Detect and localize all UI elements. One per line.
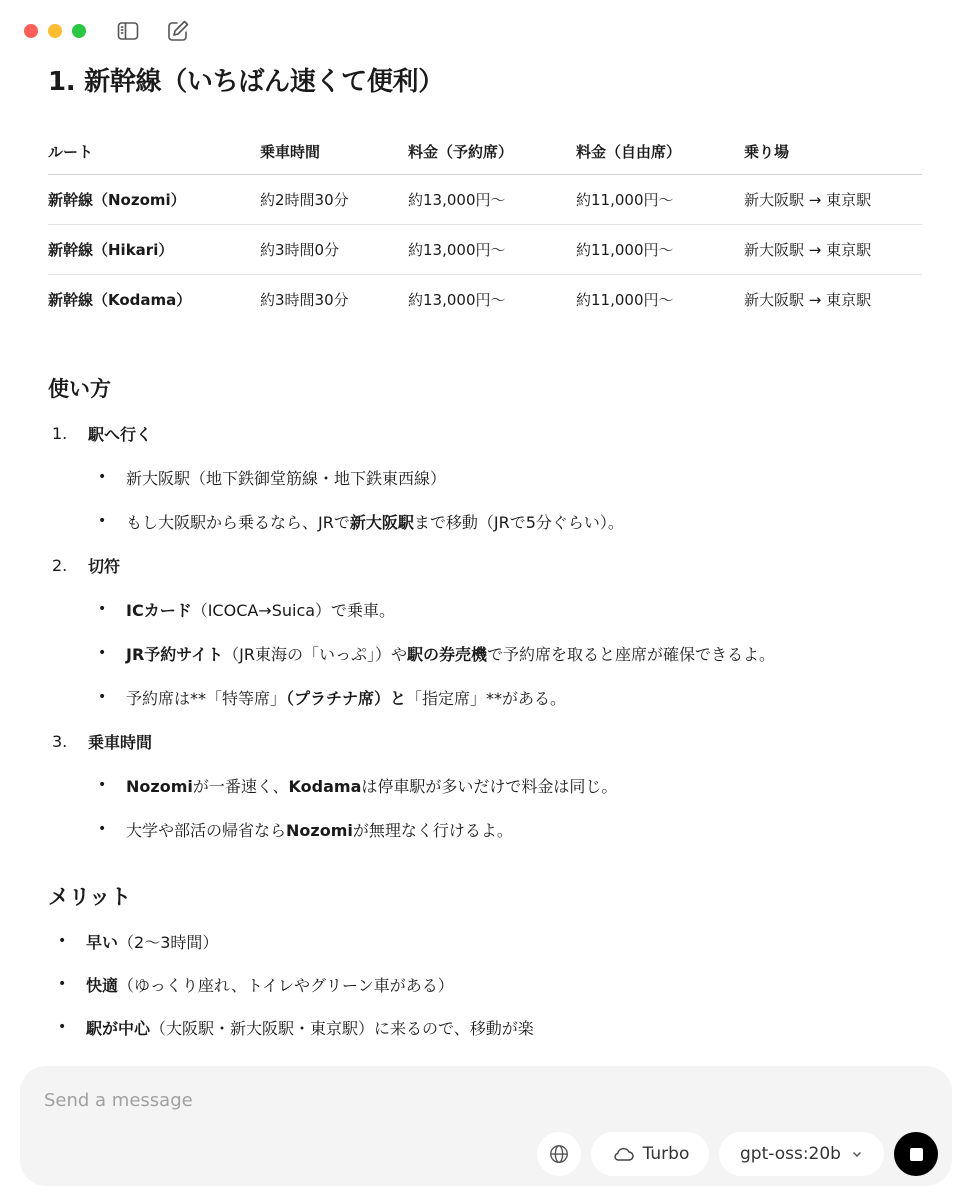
list-item xyxy=(48,971,924,997)
bullet-icon: • xyxy=(58,976,67,992)
bold-text: （プラチナ席）と xyxy=(286,688,407,708)
bullet-icon: • xyxy=(98,821,107,837)
table-row xyxy=(48,224,922,274)
usage-steps-list xyxy=(48,420,924,842)
step-number: 1. xyxy=(52,423,68,443)
text-segment: 予約席は**「特等席」 xyxy=(126,688,287,708)
list-item-text xyxy=(86,973,454,996)
text-segment: が無理なく行けるよ。 xyxy=(352,820,513,840)
list-item xyxy=(48,508,924,534)
table-cell: 約13,000円〜 xyxy=(408,174,576,224)
bullet-icon: • xyxy=(98,601,107,617)
text-segment: 大学や部活の帰省なら xyxy=(126,820,287,840)
list-item xyxy=(48,464,924,490)
shinkansen-table xyxy=(48,130,922,324)
bold-text: 駅が中心 xyxy=(86,1018,151,1038)
bold-text: 新大阪駅 xyxy=(349,512,414,532)
bold-text: Nozomi xyxy=(126,776,193,796)
table-cell: 新大阪駅 → 東京駅 xyxy=(744,224,922,274)
close-window-button[interactable] xyxy=(24,24,38,38)
step-bullets xyxy=(48,772,924,842)
table-cell: 約13,000円〜 xyxy=(408,224,576,274)
text-segment: 「指定席」**がある。 xyxy=(406,688,567,708)
bullet-icon: • xyxy=(98,513,107,529)
bold-text: JR予約サイト xyxy=(126,644,224,664)
text-segment: （ICOCA→Suica）で乗車。 xyxy=(191,600,396,620)
list-item-text xyxy=(126,818,513,841)
stop-button[interactable] xyxy=(894,1132,938,1176)
bold-text: ICカード xyxy=(126,600,192,620)
column-header: ルート xyxy=(48,130,260,174)
table-cell: 新大阪駅 → 東京駅 xyxy=(744,174,922,224)
text-segment: は停車駅が多いだけで料金は同じ。 xyxy=(361,776,618,796)
column-header: 乗車時間 xyxy=(260,130,408,174)
table-cell: 約11,000円〜 xyxy=(576,174,744,224)
usage-heading: 使い方 xyxy=(48,377,111,401)
chevron-down-icon xyxy=(851,1148,863,1160)
bold-text: 駅の券売機 xyxy=(407,644,488,664)
message-content xyxy=(48,62,924,1058)
list-item xyxy=(48,928,924,954)
bold-text: Nozomi xyxy=(286,820,353,840)
maximize-window-button[interactable] xyxy=(72,24,86,38)
column-header: 料金（予約席） xyxy=(408,130,576,174)
step-title: 駅へ行く xyxy=(88,424,153,444)
minimize-window-button[interactable] xyxy=(48,24,62,38)
list-item xyxy=(48,596,924,622)
step-title: 乗車時間 xyxy=(88,732,153,752)
list-item xyxy=(48,1014,924,1040)
column-header: 乗り場 xyxy=(744,130,922,174)
globe-icon xyxy=(548,1143,570,1165)
turbo-label: Turbo xyxy=(642,1144,690,1164)
list-item-text xyxy=(86,930,218,953)
merits-heading: メリット xyxy=(48,885,132,909)
text-segment: 新大阪駅（地下鉄御堂筋線・地下鉄東西線） xyxy=(126,468,447,488)
stop-icon xyxy=(910,1148,923,1161)
bold-text: 快適 xyxy=(86,975,119,995)
table-row xyxy=(48,274,922,324)
section-heading: 1. 新幹線（いちばん速くて便利） xyxy=(48,67,444,97)
usage-step xyxy=(48,728,924,842)
model-selector[interactable] xyxy=(719,1132,884,1176)
table-cell: 約2時間30分 xyxy=(260,174,408,224)
turbo-button[interactable] xyxy=(591,1132,709,1176)
list-item xyxy=(48,684,924,710)
column-header: 料金（自由席） xyxy=(576,130,744,174)
step-title: 切符 xyxy=(88,556,121,576)
list-item xyxy=(48,772,924,798)
list-item xyxy=(48,816,924,842)
text-segment: もし大阪駅から乗るなら、JRで xyxy=(126,512,350,532)
table-cell: 約13,000円〜 xyxy=(408,290,506,309)
text-segment: （2〜3時間） xyxy=(118,932,219,952)
step-bullets xyxy=(48,464,924,534)
usage-step xyxy=(48,552,924,710)
text-segment: （ゆっくり座れ、トイレやグリーン車がある） xyxy=(118,975,454,995)
list-item-text xyxy=(126,598,395,621)
text-segment: （大阪駅・新大阪駅・東京駅）に来るので、移動が楽 xyxy=(150,1018,534,1038)
bullet-icon: • xyxy=(58,933,67,949)
bullet-icon: • xyxy=(58,1019,67,1035)
table-cell-route: 新幹線（Nozomi） xyxy=(48,174,260,224)
step-number: 2. xyxy=(52,555,68,575)
table-row xyxy=(48,174,922,224)
merits-list xyxy=(48,928,924,1040)
compose-icon[interactable] xyxy=(166,19,190,43)
text-segment: まで移動（JRで5分ぐらい）。 xyxy=(413,512,624,532)
usage-step xyxy=(48,420,924,534)
table-cell: 約3時間30分 xyxy=(260,290,349,309)
model-label: gpt-oss:20b xyxy=(740,1144,841,1164)
list-item-text xyxy=(126,774,617,797)
table-cell: 約11,000円〜 xyxy=(576,224,744,274)
table-header-row xyxy=(48,130,922,174)
message-input[interactable]: Send a message xyxy=(44,1090,193,1111)
text-segment: が一番速く、 xyxy=(192,776,289,796)
title-bar xyxy=(0,0,972,62)
list-item-text xyxy=(126,686,566,709)
step-number: 3. xyxy=(52,731,68,751)
table-cell: 約11,000円〜 xyxy=(576,290,674,309)
sidebar-toggle-icon[interactable] xyxy=(116,19,140,43)
web-search-button[interactable] xyxy=(537,1132,581,1176)
step-bullets xyxy=(48,596,924,710)
table-cell: 約3時間0分 xyxy=(260,224,408,274)
bullet-icon: • xyxy=(98,689,107,705)
bold-text: 早い xyxy=(86,932,119,952)
table-cell: 新大阪駅 → 東京駅 xyxy=(744,290,872,309)
text-segment: で予約席を取ると座席が確保できるよ。 xyxy=(487,644,776,664)
list-item-text xyxy=(126,642,775,665)
list-item-text xyxy=(126,510,624,533)
bullet-icon: • xyxy=(98,645,107,661)
bullet-icon: • xyxy=(98,469,107,485)
message-composer xyxy=(20,1066,952,1186)
cloud-icon xyxy=(611,1144,635,1164)
list-item-text xyxy=(86,1016,534,1039)
table-cell-route: 新幹線（Kodama） xyxy=(48,290,192,309)
list-item-text xyxy=(126,466,446,489)
table-cell-route: 新幹線（Hikari） xyxy=(48,224,260,274)
text-segment: （JR東海の「いっぷ」）や xyxy=(223,644,407,664)
list-item xyxy=(48,640,924,666)
bold-text: Kodama xyxy=(288,776,362,796)
bullet-icon: • xyxy=(98,777,107,793)
